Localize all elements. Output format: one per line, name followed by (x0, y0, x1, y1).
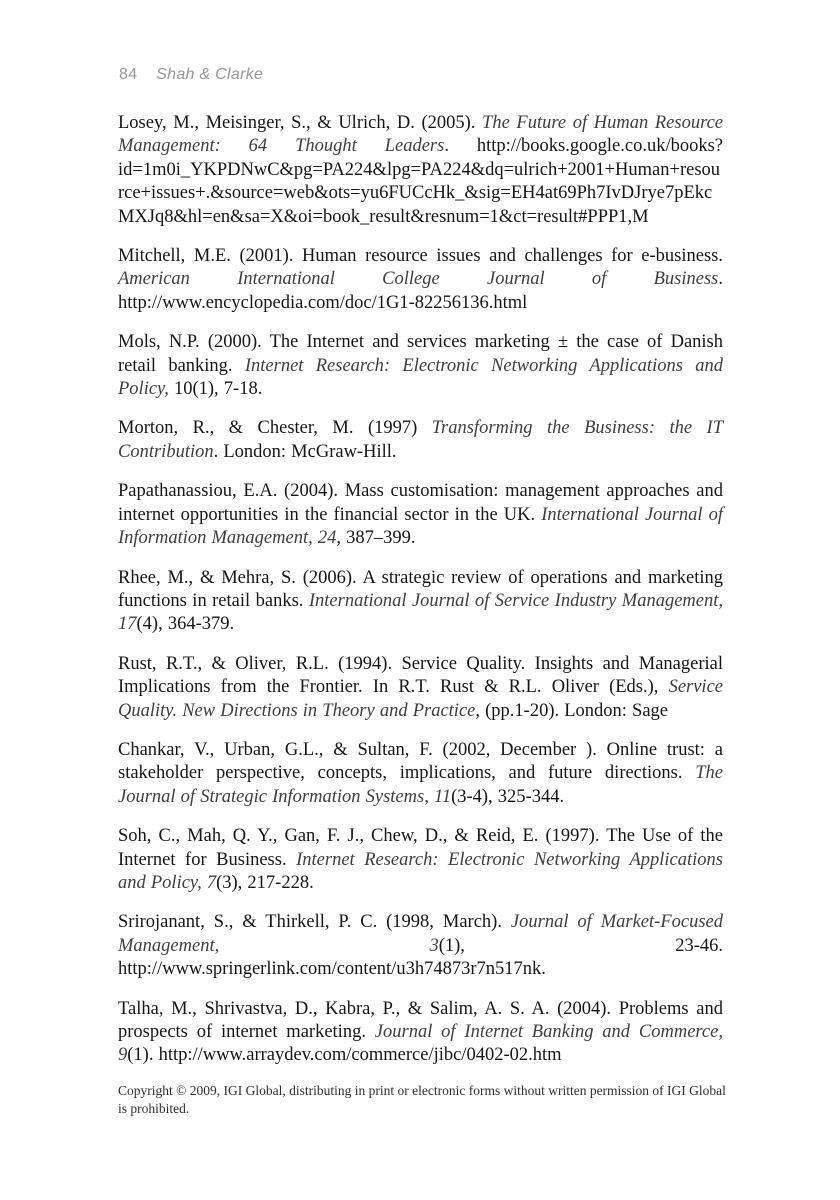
reference-title-italic: The Future of Human Resource Management: 64 Thought Leaders (118, 113, 723, 157)
copyright-notice (118, 1082, 726, 1117)
reference-text: Rhee, M., & Mehra, S. (2006). A strategic review of operations and marketing functions in retail banks. (118, 567, 723, 611)
reference-entry (118, 825, 723, 895)
reference-title-italic: International Journal of Information Management, 24 (118, 504, 723, 549)
reference-text: Mols, N.P. (2000). The Internet and services marketing ± the case of Danish retail banking. (118, 332, 723, 376)
reference-title-italic: American International College Journal of Business (118, 269, 719, 290)
reference-entry (118, 480, 723, 550)
reference-title-italic: Journal of Market-Focused Management, 3 (118, 912, 723, 956)
reference-title-italic: Internet Research: Electronic Networking Applications and Policy, 7 (118, 849, 723, 893)
reference-text: Srirojanant, S., & Thirkell, P. C. (1998, March). (118, 912, 511, 933)
reference-text: (3), 217-228. (216, 872, 314, 893)
reference-title-italic: International Journal of Service Industry Management, 17 (118, 590, 724, 635)
reference-text: 10(1), 7-18. (168, 379, 263, 400)
reference-title-italic: The Journal of Strategic Information Systems, 11 (118, 763, 723, 807)
page-header (119, 66, 263, 84)
reference-entry (118, 245, 723, 315)
reference-text: . http://books.google.co.uk/books?id=1m0i_YKPDNwC&pg=PA224&lpg=PA224&dq=ulrich+2001+Human+resource+issues+.&source=web&ots=yu6FUCcHk_&sig=EH4at69Ph7IvDJrye7pEkcMXJq8&hl=en&sa=X&oi=book_result&resnum=1&ct=result#PPP1,M (118, 136, 723, 227)
reference-title-italic: Journal of Internet Banking and Commerce, 9 (118, 1022, 723, 1066)
reference-entry (118, 739, 723, 809)
copyright-text: Copyright © 2009, IGI Global, distributing in print or electronic forms without written permission of IGI Global is prohibited. (118, 1083, 726, 1116)
reference-text: Rust, R.T., & Oliver, R.L. (1994). Service Quality. Insights and Managerial Implications from the Frontier. In R.T. Rust & R.L. Oliver (Eds.), (118, 653, 723, 698)
reference-entry (118, 998, 723, 1068)
reference-text: Mitchell, M.E. (2001). Human resource issues and challenges for e-business. (118, 246, 723, 267)
page-number: 84 (119, 66, 138, 83)
reference-text: , (pp.1-20). London: Sage (475, 700, 669, 721)
reference-text: Soh, C., Mah, Q. Y., Gan, F. J., Chew, D., & Reid, E. (1997). The Use of the Internet for Business. (118, 826, 723, 870)
reference-text: . London: McGraw-Hill. (213, 441, 397, 462)
reference-entry (118, 911, 723, 981)
reference-text: Papathanassiou, E.A. (2004). Mass customisation: management approaches and internet opportunities in the financial sector in the UK. (118, 481, 723, 525)
reference-title-italic: Transforming the Business: the IT Contribution (118, 418, 723, 462)
reference-text: Chankar, V., Urban, G.L., & Sultan, F. (2002, December ). Online trust: a stakeholder perspective, concepts, implications, and future directions. (118, 739, 723, 784)
reference-text: (4), 364-379. (136, 614, 235, 635)
reference-text: . http://www.encyclopedia.com/doc/1G1-82256136.html (118, 269, 723, 313)
reference-text: Losey, M., Meisinger, S., & Ulrich, D. (2005). (118, 113, 483, 133)
reference-entry (118, 653, 723, 723)
reference-entry (118, 567, 723, 637)
reference-text: (1), 23-46. http://www.springerlink.com/content/u3h74873r7n517nk. (118, 935, 723, 980)
running-title: Shah & Clarke (156, 66, 264, 83)
reference-title-italic: Service Quality. New Directions in Theory and Practice (118, 677, 723, 721)
reference-text: , 387–399. (336, 528, 416, 549)
reference-entry (118, 417, 723, 464)
reference-title-italic: Internet Research: Electronic Networking Applications and Policy, (118, 355, 723, 400)
reference-text: Talha, M., Shrivastva, D., Kabra, P., & Salim, A. S. A. (2004). Problems and prospects of internet marketing. (118, 998, 723, 1042)
references-list (118, 112, 723, 1084)
reference-entry (118, 331, 723, 401)
reference-text: (3-4), 325-344. (451, 786, 565, 807)
reference-entry (118, 112, 723, 229)
reference-text: (1). http://www.arraydev.com/commerce/jibc/0402-02.htm (127, 1045, 562, 1066)
reference-text: Morton, R., & Chester, M. (1997) (118, 418, 432, 439)
